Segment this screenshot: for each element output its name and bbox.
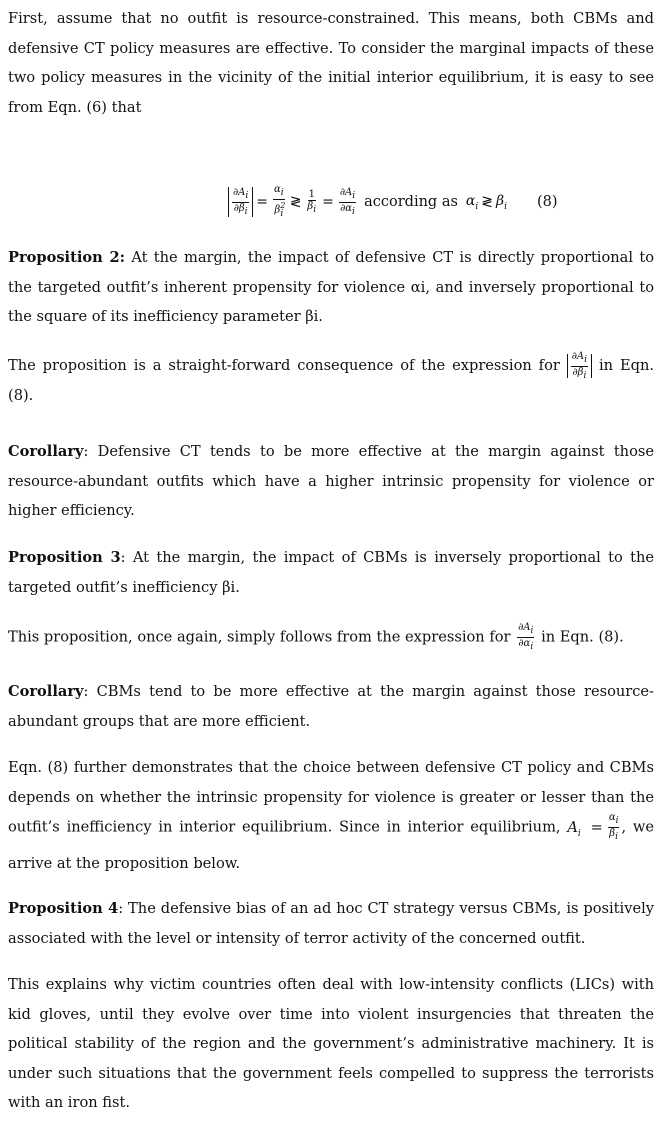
- paragraph-intro: First, assume that no outfit is resource-constrained. This means, both CBMs and defensive CT policy measures are effective. To consider the marginal impacts of these two policy measures in the vicinity of the initial interior equilibrium, it is easy to see from Eqn. (6) that: [8, 10, 654, 116]
- frac-derivative-alpha-inline: $\frac{\partial A_i}{\partial\alpha_i}$: [518, 622, 534, 652]
- according-as-text: according as: [364, 194, 458, 210]
- abs-derivative-beta: $\frac{\partial A_i}{\partial\beta_i}$: [228, 187, 253, 217]
- paragraph-eqn8-implication: Eqn. (8) further demonstrates that the choice between defensive CT policy and CBMs depends on whether the intrinsic propensity for violence is greater or lesser than the outfit’s inefficiency in interior equilibrium. Since in interior equilibrium, $A_i$ = $\frac{\alpha_i}{\beta_i}$ , we arrive at the proposition below.: [8, 759, 655, 872]
- paragraph-proposition-3-consequence: This proposition, once again, simply follows from the expression for $\frac{\partial A_i}{\partial\alpha_i}$ in Eqn. (8).: [8, 622, 624, 652]
- proposition-2-label: Proposition 2:: [8, 249, 126, 266]
- corollary-1: Corollary: Defensive CT tends to be more effective at the margin against those resource-abundant outfits which have a higher intrinsic propensity for violence or higher efficiency.: [8, 443, 654, 519]
- frac-derivative-alpha: $\frac{\partial A_i}{\partial\alpha_i}$: [339, 186, 356, 217]
- frac-alpha-over-beta-inline: $\frac{\alpha_i}{\beta_i}$: [608, 812, 619, 842]
- corollary-2-label: Corollary: [8, 683, 84, 700]
- paragraph-proposition-2-consequence: The proposition is a straight-forward consequence of the expression for $\frac{\partial A_i}{\partial\beta_i}$ in Eqn. (8).: [8, 350, 654, 404]
- proposition-3: Proposition 3: At the margin, the impact of CBMs is inversely proportional to the targeted outfit’s inefficiency βi.: [8, 549, 655, 596]
- corollary-1-label: Corollary: [8, 443, 84, 460]
- corollary-2: Corollary: CBMs tend to be more effective at the margin against those resource-abundant groups that are more efficient.: [8, 683, 654, 730]
- paragraph-conclusion: This explains why victim countries often deal with low-intensity conflicts (LICs) with kid gloves, until they evolve over time into violent insurgencies that threaten the political stability of the region and the government’s administrative machinery. It is under such situations that the government feels compelled to suppress the terrorists with an iron fist.: [8, 976, 654, 1111]
- proposition-4-label: Proposition 4: [8, 900, 119, 917]
- equation-number: (8): [537, 194, 558, 210]
- frac-alpha-over-beta-sq: $\frac{\alpha_i}{\beta^2_i}$: [274, 184, 286, 219]
- proposition-3-label: Proposition 3: [8, 549, 121, 566]
- abs-derivative-beta-inline: $\frac{\partial A_i}{\partial\beta_i}$: [567, 354, 592, 378]
- frac-one-over-beta: $\frac{1}{\beta_i}$: [307, 188, 317, 215]
- equation-8: $\frac{\partial A_i}{\partial\beta_i}$ = $\frac{\alpha_i}{\beta^2_i}$ ≷ $\frac{1}{\beta_i}$ = $\frac{\partial A_i}{\partial\alpha_i}$ according as $\alpha_i$ ≷ $\beta_i$ (8): [228, 184, 558, 220]
- proposition-2: Proposition 2: At the margin, the impact of defensive CT is directly proportional to the targeted outfit’s inherent propensity for violence αi, and inversely proportional to the square of its inefficiency parameter βi.: [8, 249, 654, 325]
- proposition-4: Proposition 4: The defensive bias of an ad hoc CT strategy versus CBMs, is positively associated with the level or intensity of terror activity of the concerned outfit.: [8, 900, 654, 947]
